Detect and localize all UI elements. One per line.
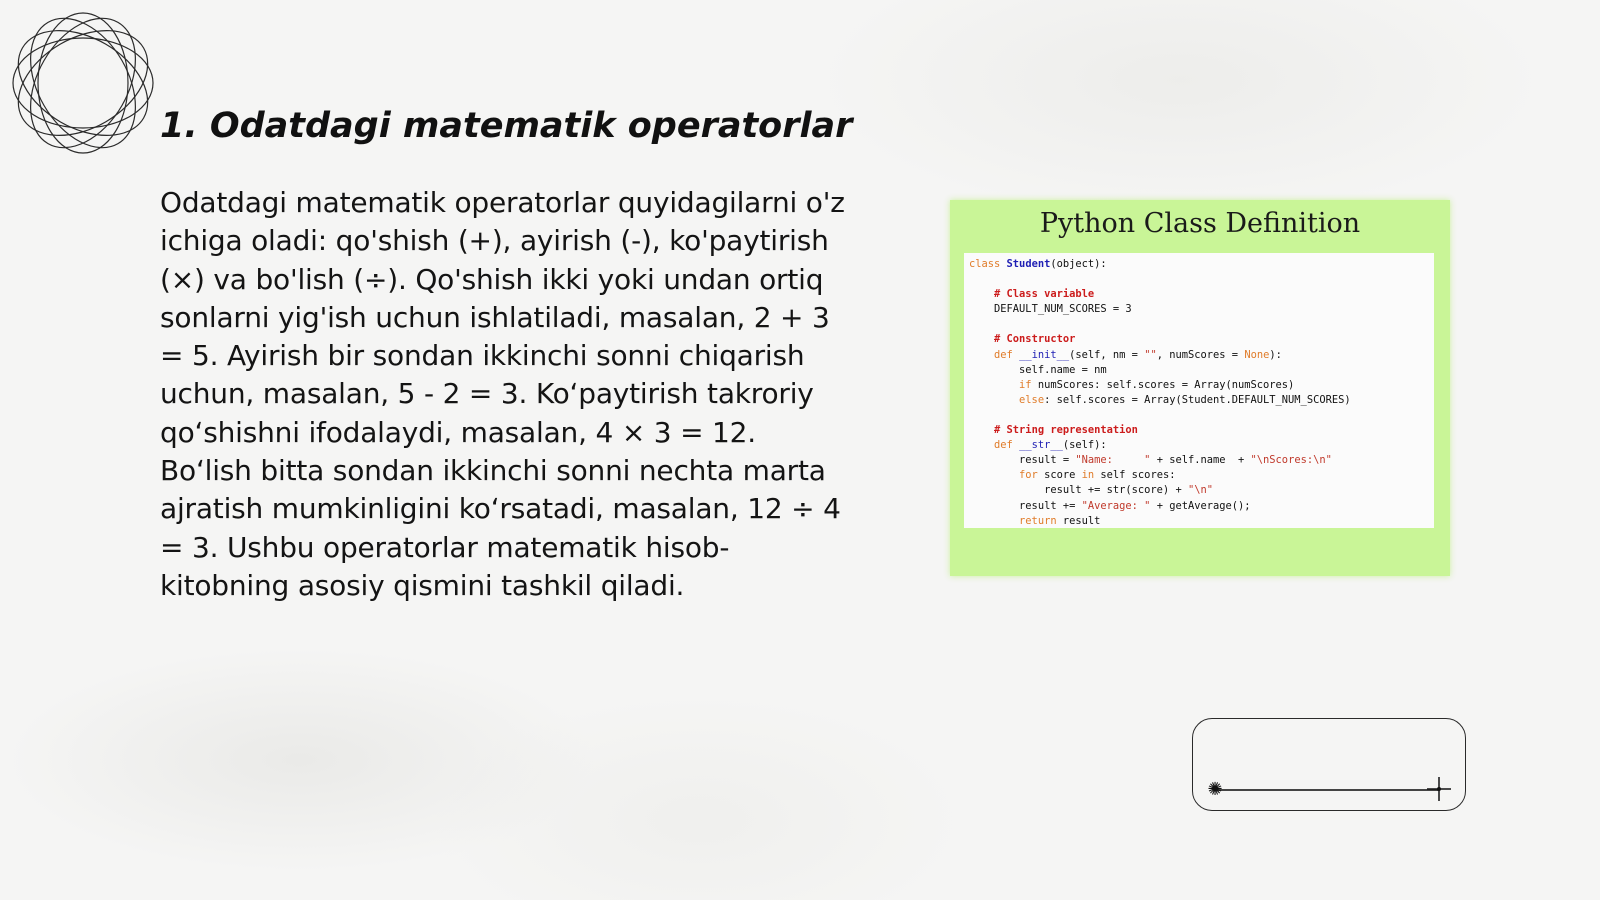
code-string: "Name: " — [1075, 454, 1151, 467]
code-token: score — [1037, 469, 1082, 482]
code-keyword: def — [994, 348, 1013, 361]
code-token: result += str(score) + — [1044, 484, 1188, 497]
code-comment: # Constructor — [994, 333, 1076, 346]
code-token: result = — [1019, 454, 1076, 467]
code-keyword: return — [1019, 514, 1057, 527]
code-token: (self): — [1062, 439, 1107, 452]
code-string: "Average: " — [1081, 499, 1151, 512]
code-keyword: class — [969, 258, 1001, 270]
code-comment: # String representation — [994, 424, 1138, 437]
decorative-circles-icon — [8, 8, 158, 158]
code-token: + getAverage(); — [1150, 499, 1251, 512]
sparkle-icon[interactable]: ✺ — [1207, 779, 1223, 800]
crosshair-icon[interactable] — [1425, 775, 1453, 803]
code-token: , numScores = — [1156, 348, 1245, 361]
code-keyword: else — [1019, 393, 1045, 406]
code-token: self scores: — [1094, 469, 1176, 482]
code-token: : self.scores = Array(Student.DEFAULT_NUM_SCORES) — [1044, 393, 1351, 406]
code-text — [964, 253, 1434, 528]
code-comment: # Class variable — [994, 288, 1095, 301]
slide-navigation-widget[interactable] — [1192, 718, 1466, 811]
code-token: (object): — [1050, 258, 1107, 270]
code-class-name: Student — [1006, 258, 1051, 270]
code-token: ): — [1269, 348, 1282, 361]
code-token: (self, nm = — [1069, 348, 1145, 361]
code-string: "\nScores:\n" — [1250, 454, 1332, 467]
code-token: + self.name + — [1150, 454, 1251, 467]
code-keyword: def — [994, 439, 1013, 452]
code-token: result += — [1019, 499, 1082, 512]
slide-title: 1. Odatdagi matematik operatorlar — [160, 106, 853, 146]
code-keyword: if — [1019, 378, 1032, 391]
code-image-card — [950, 200, 1450, 576]
code-token: result — [1056, 514, 1101, 527]
code-string: "" — [1144, 348, 1157, 361]
code-line: DEFAULT_NUM_SCORES = 3 — [994, 303, 1132, 316]
code-token: numScores: self.scores = Array(numScores) — [1031, 378, 1295, 391]
code-image-title: Python Class Definition — [1039, 208, 1361, 239]
slide-body-text: Odatdagi matematik operatorlar quyidagilarni o'z ichiga oladi: qo'shish (+), ayirish (-), ko'paytirish (×) va bo'lish (÷). Qo'shish ikki yoki undan ortiq sonlarni yig'ish uchun ishlatiladi, masalan, 2 + 3 = 5. Ayirish bir sondan ikkinchi sonni chiqarish uchun, masalan, 5 - 2 = 3. Koʻpaytirish takroriy qoʻshishni ifodalaydi, masalan, 4 × 3 = 12. Boʻlish bitta sondan ikkinchi sonni nechta marta ajratish mumkinligini koʻrsatadi, masalan, 12 ÷ 4 = 3. Ushbu operatorlar matematik hisob-kitobning asosiy qismini tashkil qiladi. — [160, 186, 845, 602]
code-keyword: for — [1019, 469, 1038, 482]
code-listing — [964, 253, 1434, 528]
code-line: self.name = nm — [1019, 363, 1107, 376]
code-string: "\n" — [1187, 484, 1213, 497]
code-function-name: __init__ — [1019, 348, 1070, 361]
code-keyword: in — [1081, 469, 1095, 482]
code-function-name: __str__ — [1019, 439, 1063, 452]
code-keyword: None — [1244, 348, 1270, 361]
navigation-track — [1217, 789, 1439, 791]
